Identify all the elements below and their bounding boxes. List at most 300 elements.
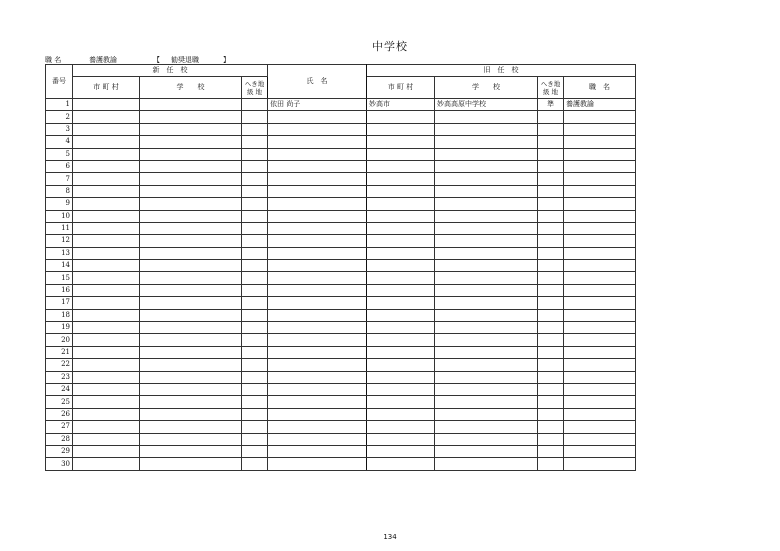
- cell-old-city: [367, 322, 435, 334]
- cell-old-remote: [538, 334, 564, 346]
- row-number: 3: [46, 123, 73, 135]
- cell-new-city: [73, 322, 140, 334]
- page-title: 中学校: [372, 40, 408, 53]
- cell-old-school: [435, 346, 538, 358]
- cell-new-city: [73, 445, 140, 457]
- cell-new-city: [73, 210, 140, 222]
- cell-old-city: [367, 260, 435, 272]
- cell-old-position: [564, 346, 636, 358]
- cell-old-position: [564, 260, 636, 272]
- row-number: 8: [46, 185, 73, 197]
- cell-old-school: [435, 235, 538, 247]
- cell-old-position: [564, 247, 636, 259]
- cell-old-remote: [538, 247, 564, 259]
- cell-old-city: 妙高市: [367, 99, 435, 111]
- table-row: [46, 136, 636, 148]
- cell-new-remote: [242, 408, 268, 420]
- cell-new-remote: [242, 148, 268, 160]
- cell-name: [268, 433, 367, 445]
- table-row: [46, 148, 636, 160]
- table-row: [46, 160, 636, 172]
- cell-name: [268, 210, 367, 222]
- table-row: [46, 396, 636, 408]
- cell-new-city: [73, 185, 140, 197]
- header-old-school: 学 校: [435, 77, 538, 99]
- header-old-remote: へき地 級 地: [538, 77, 564, 99]
- cell-old-remote: [538, 297, 564, 309]
- cell-name: [268, 396, 367, 408]
- cell-new-school: [140, 297, 242, 309]
- cell-old-remote: [538, 433, 564, 445]
- cell-name: [268, 111, 367, 123]
- cell-new-city: [73, 198, 140, 210]
- cell-new-remote: [242, 322, 268, 334]
- cell-new-school: [140, 445, 242, 457]
- cell-new-city: [73, 148, 140, 160]
- cell-old-city: [367, 346, 435, 358]
- position-label: 職 名: [45, 56, 62, 64]
- cell-old-position: [564, 123, 636, 135]
- cell-old-position: [564, 408, 636, 420]
- cell-new-remote: [242, 198, 268, 210]
- cell-new-city: [73, 383, 140, 395]
- cell-old-city: [367, 185, 435, 197]
- cell-new-city: [73, 396, 140, 408]
- cell-name: [268, 148, 367, 160]
- row-number: 16: [46, 284, 73, 296]
- cell-old-school: [435, 185, 538, 197]
- row-number: 6: [46, 160, 73, 172]
- cell-name: [268, 371, 367, 383]
- bracket-open: 【: [153, 56, 160, 64]
- cell-name: [268, 222, 367, 234]
- table-row: [46, 297, 636, 309]
- row-number: 1: [46, 99, 73, 111]
- cell-old-position: [564, 222, 636, 234]
- cell-old-remote: [538, 136, 564, 148]
- table-row: [46, 433, 636, 445]
- cell-old-remote: [538, 383, 564, 395]
- cell-old-school: [435, 222, 538, 234]
- row-number: 19: [46, 322, 73, 334]
- cell-new-school: [140, 260, 242, 272]
- table-row: [46, 284, 636, 296]
- cell-new-city: [73, 235, 140, 247]
- cell-old-position: [564, 185, 636, 197]
- cell-old-position: [564, 136, 636, 148]
- cell-old-city: [367, 148, 435, 160]
- cell-new-school: [140, 396, 242, 408]
- cell-new-city: [73, 408, 140, 420]
- cell-old-city: [367, 421, 435, 433]
- transfer-table: [45, 64, 636, 471]
- cell-name: [268, 260, 367, 272]
- row-number: 2: [46, 111, 73, 123]
- cell-old-school: [435, 123, 538, 135]
- cell-name: [268, 247, 367, 259]
- row-number: 5: [46, 148, 73, 160]
- cell-name: [268, 322, 367, 334]
- position-value: 養護教諭: [89, 56, 117, 64]
- cell-new-school: [140, 359, 242, 371]
- cell-new-school: [140, 309, 242, 321]
- cell-old-position: [564, 235, 636, 247]
- cell-old-city: [367, 160, 435, 172]
- cell-old-position: [564, 334, 636, 346]
- table-row: [46, 421, 636, 433]
- cell-new-remote: [242, 445, 268, 457]
- cell-name: [268, 235, 367, 247]
- cell-old-school: [435, 272, 538, 284]
- cell-new-city: [73, 160, 140, 172]
- header-new-city: 市 町 村: [73, 77, 140, 99]
- table-row: [46, 408, 636, 420]
- cell-old-city: [367, 210, 435, 222]
- row-number: 4: [46, 136, 73, 148]
- cell-old-remote: [538, 284, 564, 296]
- cell-old-remote: [538, 322, 564, 334]
- cell-new-remote: [242, 210, 268, 222]
- cell-name: [268, 173, 367, 185]
- cell-new-remote: [242, 383, 268, 395]
- cell-new-school: [140, 235, 242, 247]
- header-new-school-group: 新 任 校: [73, 65, 268, 77]
- cell-old-school: [435, 210, 538, 222]
- row-number: 22: [46, 359, 73, 371]
- cell-name: [268, 334, 367, 346]
- cell-old-position: [564, 111, 636, 123]
- cell-old-school: [435, 396, 538, 408]
- cell-old-city: [367, 136, 435, 148]
- cell-old-remote: [538, 235, 564, 247]
- table-row: [46, 371, 636, 383]
- cell-old-city: [367, 297, 435, 309]
- cell-new-remote: [242, 359, 268, 371]
- row-number: 25: [46, 396, 73, 408]
- reason-text: 勧奨退職: [171, 56, 199, 64]
- cell-new-city: [73, 334, 140, 346]
- cell-old-school: [435, 322, 538, 334]
- cell-new-city: [73, 458, 140, 470]
- cell-old-remote: [538, 396, 564, 408]
- cell-old-city: [367, 272, 435, 284]
- cell-new-school: [140, 160, 242, 172]
- cell-old-remote: [538, 222, 564, 234]
- header-row-1: [46, 65, 636, 77]
- cell-old-remote: [538, 148, 564, 160]
- cell-old-position: [564, 445, 636, 457]
- cell-new-school: [140, 185, 242, 197]
- cell-new-remote: [242, 309, 268, 321]
- cell-new-school: [140, 346, 242, 358]
- cell-new-remote: [242, 160, 268, 172]
- cell-name: [268, 445, 367, 457]
- row-number: 7: [46, 173, 73, 185]
- cell-old-school: [435, 284, 538, 296]
- cell-old-city: [367, 111, 435, 123]
- cell-old-city: [367, 458, 435, 470]
- cell-old-remote: [538, 210, 564, 222]
- cell-old-position: [564, 148, 636, 160]
- cell-new-city: [73, 247, 140, 259]
- cell-old-position: [564, 210, 636, 222]
- cell-old-position: [564, 421, 636, 433]
- header-old-school-group: 旧 任 校: [367, 65, 636, 77]
- cell-old-position: [564, 371, 636, 383]
- cell-name: [268, 421, 367, 433]
- row-number: 10: [46, 210, 73, 222]
- cell-new-remote: [242, 297, 268, 309]
- row-number: 23: [46, 371, 73, 383]
- cell-new-school: [140, 284, 242, 296]
- cell-old-remote: [538, 458, 564, 470]
- cell-name: [268, 359, 367, 371]
- cell-old-city: [367, 383, 435, 395]
- cell-old-school: [435, 136, 538, 148]
- cell-old-school: [435, 297, 538, 309]
- cell-old-position: [564, 458, 636, 470]
- cell-old-position: [564, 160, 636, 172]
- cell-new-city: [73, 123, 140, 135]
- cell-old-position: [564, 396, 636, 408]
- cell-old-city: [367, 235, 435, 247]
- cell-old-school: [435, 383, 538, 395]
- cell-new-school: [140, 371, 242, 383]
- cell-old-city: [367, 309, 435, 321]
- row-number: 30: [46, 458, 73, 470]
- cell-new-city: [73, 111, 140, 123]
- table-row: [46, 359, 636, 371]
- cell-new-city: [73, 371, 140, 383]
- row-number: 15: [46, 272, 73, 284]
- cell-old-school: [435, 148, 538, 160]
- cell-old-remote: 準: [538, 99, 564, 111]
- cell-new-city: [73, 99, 140, 111]
- cell-name: [268, 383, 367, 395]
- cell-new-school: [140, 334, 242, 346]
- cell-new-city: [73, 297, 140, 309]
- cell-old-remote: [538, 173, 564, 185]
- cell-name: [268, 136, 367, 148]
- header-new-remote: へき地 級 地: [242, 77, 268, 99]
- cell-old-remote: [538, 185, 564, 197]
- cell-new-remote: [242, 421, 268, 433]
- cell-new-school: [140, 433, 242, 445]
- cell-new-remote: [242, 235, 268, 247]
- table-row: [46, 334, 636, 346]
- row-number: 26: [46, 408, 73, 420]
- cell-new-city: [73, 309, 140, 321]
- cell-old-school: [435, 160, 538, 172]
- table-row: [46, 198, 636, 210]
- cell-old-city: [367, 222, 435, 234]
- cell-old-school: [435, 260, 538, 272]
- cell-new-remote: [242, 371, 268, 383]
- table-row: [46, 222, 636, 234]
- cell-old-school: [435, 309, 538, 321]
- cell-old-position: [564, 297, 636, 309]
- row-number: 18: [46, 309, 73, 321]
- cell-old-position: [564, 322, 636, 334]
- cell-old-city: [367, 173, 435, 185]
- cell-name: [268, 272, 367, 284]
- row-number: 13: [46, 247, 73, 259]
- cell-old-remote: [538, 408, 564, 420]
- cell-old-position: [564, 383, 636, 395]
- table-body: [46, 99, 636, 471]
- cell-name: [268, 284, 367, 296]
- cell-old-remote: [538, 272, 564, 284]
- cell-new-remote: [242, 260, 268, 272]
- cell-new-school: [140, 210, 242, 222]
- cell-old-remote: [538, 371, 564, 383]
- table-row: [46, 383, 636, 395]
- cell-new-city: [73, 346, 140, 358]
- cell-new-school: [140, 99, 242, 111]
- cell-new-school: [140, 383, 242, 395]
- cell-new-city: [73, 260, 140, 272]
- cell-new-school: [140, 136, 242, 148]
- table-row: [46, 260, 636, 272]
- cell-old-remote: [538, 445, 564, 457]
- row-number: 29: [46, 445, 73, 457]
- cell-old-city: [367, 123, 435, 135]
- cell-new-city: [73, 421, 140, 433]
- cell-old-city: [367, 334, 435, 346]
- cell-new-school: [140, 173, 242, 185]
- table-row: [46, 111, 636, 123]
- cell-old-remote: [538, 421, 564, 433]
- table-row: [46, 210, 636, 222]
- cell-old-school: [435, 198, 538, 210]
- cell-new-city: [73, 173, 140, 185]
- cell-old-remote: [538, 359, 564, 371]
- table-row: [46, 235, 636, 247]
- cell-new-remote: [242, 396, 268, 408]
- cell-new-remote: [242, 136, 268, 148]
- cell-new-city: [73, 272, 140, 284]
- row-number: 9: [46, 198, 73, 210]
- cell-old-city: [367, 408, 435, 420]
- row-number: 14: [46, 260, 73, 272]
- cell-old-position: [564, 433, 636, 445]
- cell-old-school: [435, 173, 538, 185]
- cell-old-remote: [538, 309, 564, 321]
- cell-new-remote: [242, 185, 268, 197]
- cell-old-position: [564, 198, 636, 210]
- cell-new-remote: [242, 123, 268, 135]
- cell-name: 依田 尚子: [268, 99, 367, 111]
- table-row: [46, 173, 636, 185]
- cell-new-school: [140, 111, 242, 123]
- cell-new-remote: [242, 173, 268, 185]
- cell-name: [268, 185, 367, 197]
- table-row: [46, 272, 636, 284]
- table-row: [46, 99, 636, 111]
- header-number: 番号: [46, 65, 73, 99]
- cell-old-position: [564, 173, 636, 185]
- cell-new-remote: [242, 458, 268, 470]
- cell-old-city: [367, 433, 435, 445]
- header-new-school: 学 校: [140, 77, 242, 99]
- cell-old-school: [435, 334, 538, 346]
- row-number: 24: [46, 383, 73, 395]
- row-number: 28: [46, 433, 73, 445]
- cell-name: [268, 123, 367, 135]
- cell-old-city: [367, 247, 435, 259]
- cell-old-school: [435, 247, 538, 259]
- cell-old-school: [435, 408, 538, 420]
- cell-old-remote: [538, 198, 564, 210]
- cell-new-school: [140, 421, 242, 433]
- cell-new-school: [140, 222, 242, 234]
- cell-new-school: [140, 458, 242, 470]
- cell-old-city: [367, 284, 435, 296]
- cell-new-city: [73, 284, 140, 296]
- row-number: 20: [46, 334, 73, 346]
- cell-new-school: [140, 272, 242, 284]
- cell-new-remote: [242, 247, 268, 259]
- table-row: [46, 322, 636, 334]
- cell-old-city: [367, 445, 435, 457]
- cell-new-remote: [242, 222, 268, 234]
- row-number: 27: [46, 421, 73, 433]
- header-name: 氏 名: [268, 65, 367, 99]
- cell-new-school: [140, 198, 242, 210]
- cell-old-school: 妙高高原中学校: [435, 99, 538, 111]
- table-row: [46, 445, 636, 457]
- bracket-close: 】: [223, 56, 230, 64]
- row-number: 12: [46, 235, 73, 247]
- cell-old-city: [367, 198, 435, 210]
- table-row: [46, 185, 636, 197]
- table-row: [46, 123, 636, 135]
- cell-name: [268, 458, 367, 470]
- cell-new-school: [140, 148, 242, 160]
- cell-old-school: [435, 421, 538, 433]
- cell-name: [268, 297, 367, 309]
- cell-new-school: [140, 408, 242, 420]
- cell-old-remote: [538, 346, 564, 358]
- cell-old-school: [435, 445, 538, 457]
- cell-new-city: [73, 136, 140, 148]
- cell-new-school: [140, 123, 242, 135]
- cell-new-remote: [242, 111, 268, 123]
- cell-old-school: [435, 359, 538, 371]
- table-row: [46, 346, 636, 358]
- cell-old-city: [367, 396, 435, 408]
- table-row: [46, 309, 636, 321]
- cell-new-city: [73, 222, 140, 234]
- cell-old-position: [564, 359, 636, 371]
- cell-new-remote: [242, 433, 268, 445]
- cell-name: [268, 346, 367, 358]
- cell-old-position: [564, 272, 636, 284]
- row-number: 17: [46, 297, 73, 309]
- row-number: 21: [46, 346, 73, 358]
- cell-old-city: [367, 359, 435, 371]
- cell-old-position: [564, 284, 636, 296]
- table-row: [46, 247, 636, 259]
- header-old-position: 職 名: [564, 77, 636, 99]
- cell-name: [268, 198, 367, 210]
- cell-new-remote: [242, 346, 268, 358]
- cell-old-city: [367, 371, 435, 383]
- cell-old-remote: [538, 160, 564, 172]
- cell-name: [268, 408, 367, 420]
- cell-old-remote: [538, 260, 564, 272]
- cell-old-position: [564, 309, 636, 321]
